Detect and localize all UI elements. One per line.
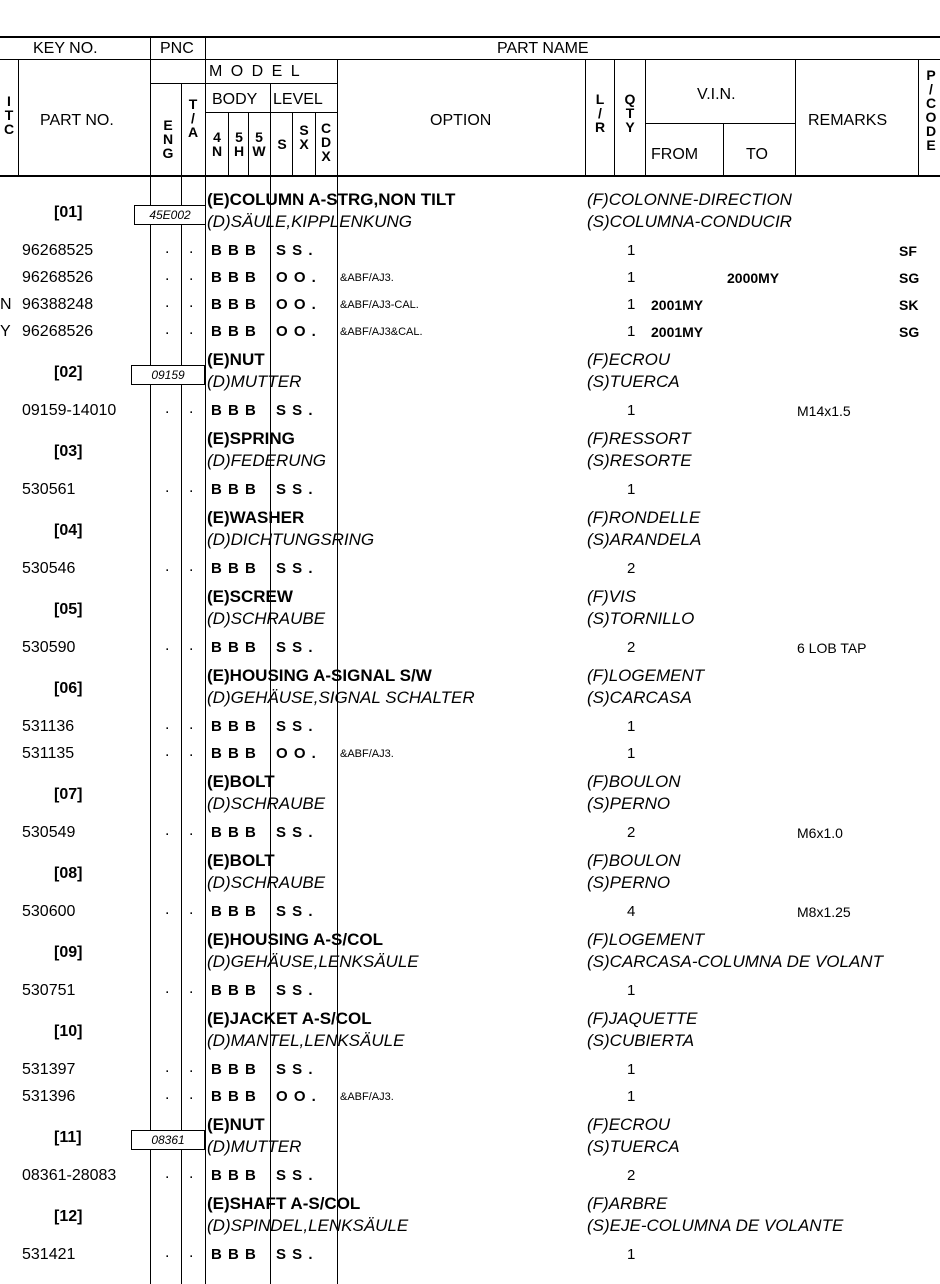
pcode-header: P / C O D E [925, 67, 937, 153]
level-codes: S S . [276, 1167, 314, 1184]
part-name-german: (D)SCHRAUBE [207, 794, 326, 813]
quantity: 2 [627, 824, 636, 841]
model-header: M O D E L [209, 63, 302, 80]
body-codes: B B B [211, 560, 257, 577]
ta-dot: . [189, 240, 194, 257]
eng-dot: . [165, 1244, 170, 1261]
quantity: 1 [627, 242, 636, 259]
ta-dot: . [189, 743, 194, 760]
key-number: [01] [54, 204, 83, 221]
ta-dot: . [189, 267, 194, 284]
part-number: 531397 [22, 1061, 76, 1078]
part-name-german: (D)SCHRAUBE [207, 609, 326, 628]
part-name-spanish: (S)TORNILLO [587, 609, 695, 628]
quantity: 1 [627, 402, 636, 419]
part-name-spanish: (S)CARCASA-COLUMNA DE VOLANT [587, 952, 883, 971]
ta-dot: . [189, 1244, 194, 1261]
quantity: 1 [627, 982, 636, 999]
ta-dot: . [189, 980, 194, 997]
vin-to: 2000MY [727, 270, 780, 286]
part-name-spanish: (S)COLUMNA-CONDUCIR [587, 212, 792, 231]
part-name-english: (E)BOLT [207, 772, 275, 791]
ta-dot: . [189, 822, 194, 839]
part-name-english: (E)SCREW [207, 587, 293, 606]
level-codes: S S . [276, 402, 314, 419]
part-name-french: (F)ARBRE [587, 1194, 668, 1213]
quantity: 1 [627, 481, 636, 498]
body-5h-header: 5 H [233, 129, 245, 159]
eng-dot: . [165, 267, 170, 284]
eng-dot: . [165, 716, 170, 733]
part-name-german: (D)SCHRAUBE [207, 873, 326, 892]
part-name-spanish: (S)ARANDELA [587, 530, 702, 549]
eng-dot: . [165, 240, 170, 257]
body-codes: B B B [211, 824, 257, 841]
column-line [248, 112, 249, 175]
level-codes: S S . [276, 242, 314, 259]
option-value: &ABF/AJ3. [340, 272, 394, 284]
body-codes: B B B [211, 242, 257, 259]
quantity: 1 [627, 296, 636, 313]
eng-header: E N G [162, 117, 174, 161]
part-name-french: (F)RESSORT [587, 429, 691, 448]
quantity: 1 [627, 1088, 636, 1105]
part-name-french: (F)LOGEMENT [587, 930, 705, 949]
level-codes: O O . [276, 269, 317, 286]
column-line [228, 112, 229, 175]
part-number: 530549 [22, 824, 76, 841]
vin-header: V.I.N. [697, 86, 736, 103]
quantity: 2 [627, 639, 636, 656]
header-rule-1 [0, 59, 940, 60]
part-name-french: (F)JAQUETTE [587, 1009, 698, 1028]
itc-header: I T C [3, 93, 15, 137]
part-number: 530751 [22, 982, 76, 999]
part-name-german: (D)DICHTUNGSRING [207, 530, 375, 549]
part-no-header: PART NO. [40, 112, 114, 129]
column-line [315, 112, 316, 175]
quantity: 1 [627, 323, 636, 340]
level-codes: S S . [276, 560, 314, 577]
level-codes: S S . [276, 824, 314, 841]
part-name-french: (F)BOULON [587, 851, 681, 870]
remarks: 6 LOB TAP [797, 640, 867, 656]
body-header: BODY [212, 91, 258, 108]
body-codes: B B B [211, 1246, 257, 1263]
level-cdx-header: C D X [320, 120, 332, 164]
part-name-spanish: (S)TUERCA [587, 1137, 680, 1156]
itc-flag: N [0, 296, 12, 313]
eng-dot: . [165, 1059, 170, 1076]
key-number: [10] [54, 1023, 83, 1040]
part-number: 96268525 [22, 242, 94, 259]
vin-col-line [645, 59, 646, 175]
lr-header: L / R [594, 91, 606, 135]
level-codes: O O . [276, 296, 317, 313]
key-number: [03] [54, 443, 83, 460]
part-name-french: (F)VIS [587, 587, 637, 606]
body-codes: B B B [211, 903, 257, 920]
part-name-english: (E)HOUSING A-SIGNAL S/W [207, 666, 432, 685]
part-name-english: (E)BOLT [207, 851, 275, 870]
lr-col-line [585, 59, 586, 175]
quantity: 1 [627, 718, 636, 735]
eng-dot: . [165, 1086, 170, 1103]
qty-header: Q T Y [624, 91, 636, 135]
part-number: 531136 [22, 718, 75, 735]
itc-flag: Y [0, 323, 11, 340]
key-number: [04] [54, 522, 83, 539]
key-number: [06] [54, 680, 83, 697]
level-codes: S S . [276, 1061, 314, 1078]
vin-from: 2001MY [651, 297, 704, 313]
vin-to-header: TO [746, 146, 768, 163]
key-number: [09] [54, 944, 83, 961]
part-number: 530546 [22, 560, 76, 577]
part-number: 531421 [22, 1246, 76, 1263]
ta-dot: . [189, 901, 194, 918]
quantity: 1 [627, 1246, 636, 1263]
part-number: 08361-28083 [22, 1167, 117, 1184]
key-number: [11] [54, 1129, 82, 1146]
ta-dot: . [189, 1059, 194, 1076]
body-codes: B B B [211, 402, 257, 419]
level-codes: S S . [276, 1246, 314, 1263]
body-level-rule [205, 112, 337, 113]
part-number: 530600 [22, 903, 76, 920]
part-name-french: (F)ECROU [587, 350, 671, 369]
itc-col-line [18, 59, 19, 175]
quantity: 4 [627, 903, 636, 920]
part-name-french: (F)COLONNE-DIRECTION [587, 190, 792, 209]
column-line [723, 123, 724, 175]
part-number: 530590 [22, 639, 76, 656]
body-4n-header: 4 N [211, 129, 223, 159]
column-line [292, 112, 293, 175]
part-name-german: (D)FEDERUNG [207, 451, 326, 470]
part-name-english: (E)WASHER [207, 508, 305, 527]
part-number: 530561 [22, 481, 76, 498]
level-header: LEVEL [273, 91, 323, 108]
key-number: [07] [54, 786, 83, 803]
eng-dot: . [165, 479, 170, 496]
eng-dot: . [165, 1165, 170, 1182]
eng-dot: . [165, 321, 170, 338]
remarks: M6x1.0 [797, 825, 843, 841]
header-bottom-rule [0, 175, 940, 177]
p-code: SG [899, 324, 920, 340]
part-name-english: (E)JACKET A-S/COL [207, 1009, 372, 1028]
p-code: SK [899, 297, 919, 313]
part-number: 96268526 [22, 269, 94, 286]
part-name-german: (D)MUTTER [207, 372, 302, 391]
ta-dot: . [189, 637, 194, 654]
level-codes: S S . [276, 639, 314, 656]
remarks-header: REMARKS [808, 112, 888, 129]
level-codes: S S . [276, 481, 314, 498]
part-name-german: (D)SPINDEL,LENKSÄULE [207, 1216, 409, 1235]
ta-dot: . [189, 716, 194, 733]
qty-col-line [614, 59, 615, 175]
part-number: 96388248 [22, 296, 94, 313]
key-number: [08] [54, 865, 83, 882]
ta-header: T / A [187, 96, 199, 140]
ta-dot: . [189, 294, 194, 311]
key-number: [05] [54, 601, 83, 618]
option-value: &ABF/AJ3. [340, 748, 394, 760]
body-5w-header: 5 W [252, 129, 266, 159]
level-codes: S S . [276, 718, 314, 735]
level-codes: O O . [276, 1088, 317, 1105]
part-name-english: (E)SPRING [207, 429, 295, 448]
quantity: 2 [627, 1167, 636, 1184]
vin-from-header: FROM [651, 146, 699, 163]
part-number: 96268526 [22, 323, 94, 340]
pnc-code-box: 09159 [131, 365, 205, 385]
part-name-spanish: (S)PERNO [587, 794, 671, 813]
part-name-french: (F)RONDELLE [587, 508, 701, 527]
part-name-spanish: (S)RESORTE [587, 451, 692, 470]
body-codes: B B B [211, 269, 257, 286]
model-rule [150, 83, 337, 84]
key-number: [02] [54, 364, 83, 381]
body-codes: B B B [211, 296, 257, 313]
eng-dot: . [165, 637, 170, 654]
part-name-english: (E)NUT [207, 1115, 265, 1134]
eng-col-line [181, 83, 182, 1284]
part-number: 09159-14010 [22, 402, 117, 419]
vin-rule [645, 123, 795, 124]
part-number: 531396 [22, 1088, 76, 1105]
body-codes: B B B [211, 481, 257, 498]
body-codes: B B B [211, 323, 257, 340]
part-number: 531135 [22, 745, 75, 762]
level-codes: O O . [276, 323, 317, 340]
option-value: &ABF/AJ3-CAL. [340, 299, 419, 311]
level-s-header: S [277, 136, 287, 152]
level-codes: S S . [276, 903, 314, 920]
part-name-german: (D)SÄULE,KIPPLENKUNG [207, 212, 412, 231]
part-name-french: (F)ECROU [587, 1115, 671, 1134]
part-name-spanish: (S)CUBIERTA [587, 1031, 695, 1050]
option-header: OPTION [430, 112, 492, 129]
body-codes: B B B [211, 745, 257, 762]
part-name-german: (D)MANTEL,LENKSÄULE [207, 1031, 405, 1050]
part-name-spanish: (S)EJE-COLUMNA DE VOLANTE [587, 1216, 844, 1235]
part-name-german: (D)MUTTER [207, 1137, 302, 1156]
ta-dot: . [189, 479, 194, 496]
body-codes: B B B [211, 639, 257, 656]
body-codes: B B B [211, 1061, 257, 1078]
pnc-header: PNC [160, 40, 194, 57]
ta-dot: . [189, 1086, 194, 1103]
part-name-spanish: (S)CARCASA [587, 688, 692, 707]
vin-from: 2001MY [651, 324, 704, 340]
ta-dot: . [189, 321, 194, 338]
key-no-header: KEY NO. [33, 40, 98, 57]
key-number: [12] [54, 1208, 83, 1225]
eng-dot: . [165, 743, 170, 760]
part-name-german: (D)GEHÄUSE,LENKSÄULE [207, 952, 419, 971]
part-name-french: (F)BOULON [587, 772, 681, 791]
option-value: &ABF/AJ3. [340, 1091, 394, 1103]
eng-dot: . [165, 400, 170, 417]
part-name-header: PART NAME [497, 40, 589, 57]
eng-dot: . [165, 901, 170, 918]
part-name-english: (E)COLUMN A-STRG,NON TILT [207, 190, 456, 209]
part-name-spanish: (S)TUERCA [587, 372, 680, 391]
remarks: M14x1.5 [797, 403, 851, 419]
p-code: SG [899, 270, 920, 286]
eng-dot: . [165, 980, 170, 997]
pcode-col-line [918, 59, 919, 175]
level-codes: S S . [276, 982, 314, 999]
level-codes: O O . [276, 745, 317, 762]
p-code: SF [899, 243, 917, 259]
quantity: 1 [627, 1061, 636, 1078]
ta-dot: . [189, 1165, 194, 1182]
header-top-rule [0, 36, 940, 38]
remarks-col-line [795, 59, 796, 175]
body-codes: B B B [211, 718, 257, 735]
part-name-german: (D)GEHÄUSE,SIGNAL SCHALTER [207, 688, 475, 707]
eng-dot: . [165, 558, 170, 575]
body-codes: B B B [211, 982, 257, 999]
quantity: 1 [627, 269, 636, 286]
part-name-french: (F)LOGEMENT [587, 666, 705, 685]
eng-dot: . [165, 822, 170, 839]
part-name-english: (E)HOUSING A-S/COL [207, 930, 383, 949]
pnc-code-box: 45E002 [134, 205, 206, 225]
level-sx-header: S X [299, 122, 309, 152]
part-name-spanish: (S)PERNO [587, 873, 671, 892]
quantity: 1 [627, 745, 636, 762]
ta-dot: . [189, 558, 194, 575]
quantity: 2 [627, 560, 636, 577]
part-name-english: (E)SHAFT A-S/COL [207, 1194, 361, 1213]
eng-dot: . [165, 294, 170, 311]
remarks: M8x1.25 [797, 904, 851, 920]
body-codes: B B B [211, 1088, 257, 1105]
body-codes: B B B [211, 1167, 257, 1184]
pnc-code-box: 08361 [131, 1130, 205, 1150]
part-name-english: (E)NUT [207, 350, 265, 369]
option-value: &ABF/AJ3&CAL. [340, 326, 423, 338]
ta-dot: . [189, 400, 194, 417]
